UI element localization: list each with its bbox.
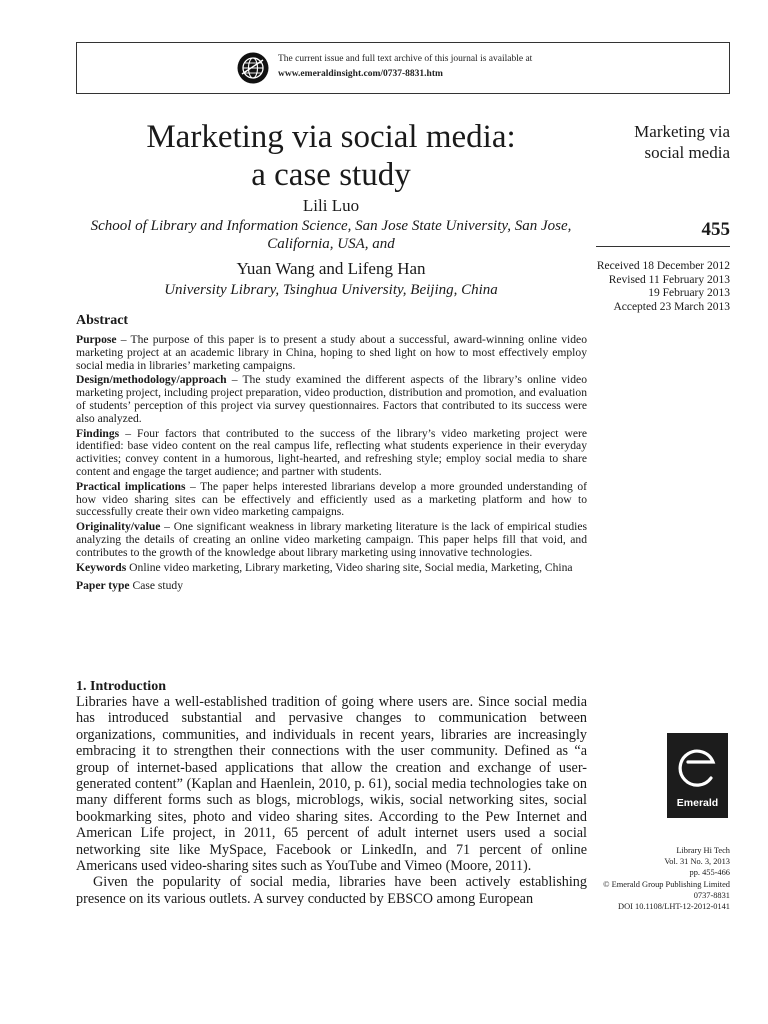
abstract-paper-type bbox=[76, 580, 587, 593]
abstract-body bbox=[76, 334, 587, 595]
journal-doi: DOI 10.1108/LHT-12-2012-0141 bbox=[618, 902, 730, 912]
section-label: Practical implications bbox=[76, 479, 186, 493]
date-revised-1: Revised 11 February 2013 bbox=[608, 273, 730, 286]
article-title bbox=[76, 118, 586, 194]
section-label: Originality/value bbox=[76, 520, 161, 534]
journal-name: Library Hi Tech bbox=[676, 846, 730, 855]
abstract-purpose bbox=[76, 334, 587, 372]
intro-paragraph-1: Libraries have a well-established tradition of going where users are. Since social media has introduced substantial and pervasive changes to communication between organizations, communities, and individuals in recent years, libraries are increasingly embracing it to strengthen their connections with the user community. Defined as “a group of internet-based applications that allow the creation and exchange of user-generated content” (Kaplan and Haenlein, 2010, p. 61), social media technologies take on many different forms such as blogs, microblogs, wikis, social networking sites, social bookmarking sites, photo and video sharing sites. According to the Pew Internet and American Life project, in 2011, 65 percent of adult internet users used a social networking site like MySpace, Facebook or LinkedIn, and 71 percent of online Americans used video-sharing sites such as YouTube and Vimeo (Moore, 2011). bbox=[76, 694, 587, 875]
abstract-findings bbox=[76, 428, 587, 479]
section-label: Paper type bbox=[76, 579, 130, 593]
author-1-name: Lili Luo bbox=[302, 196, 360, 215]
abstract-design bbox=[76, 374, 587, 425]
journal-copyright: © Emerald Group Publishing Limited bbox=[603, 879, 730, 889]
date-revised-2: 19 February 2013 bbox=[648, 287, 730, 299]
author-1-affiliation bbox=[76, 217, 586, 253]
emerald-e-icon bbox=[667, 739, 728, 795]
journal-pages: pp. 455-466 bbox=[689, 868, 730, 878]
section-text: Online video marketing, Library marketing, Video sharing site, Social media, Marketing, China bbox=[126, 560, 573, 574]
journal-url-link[interactable]: www.emeraldinsight.com/0737-8831.htm bbox=[278, 69, 443, 79]
section-text: Case study bbox=[129, 579, 184, 593]
section-text: – The study examined the different aspects of the library’s online video marketing project, including project preparation, video production, distribution and promotion, and evaluation of students’ perception of this project via survey questionnaires. Factors that contributed to its success were also analyzed. bbox=[76, 373, 587, 425]
submission-dates bbox=[580, 260, 730, 314]
affiliation-line-2: California, USA, and bbox=[267, 236, 395, 252]
running-head-line-1: Marketing via bbox=[634, 122, 730, 141]
availability-line: The current issue and full text archive of this journal is available at bbox=[278, 54, 533, 64]
introduction-body bbox=[76, 694, 587, 907]
page-number: 455 bbox=[701, 219, 730, 240]
date-received: Received 18 December 2012 bbox=[596, 260, 730, 272]
date-accepted: Accepted 23 March 2013 bbox=[613, 300, 730, 313]
author-2-affiliation: University Library, Tsinghua University, Beijing, China bbox=[164, 282, 498, 298]
title-line-1: Marketing via social media: bbox=[146, 119, 516, 155]
globe-icon bbox=[237, 52, 269, 84]
journal-availability-text bbox=[278, 52, 532, 82]
section-text: – The paper helps interested librarians develop a more grounded understanding of how video sharing sites can be effectively and efficiently used as a marketing platform and how to successfully create their own video marketing campaigns. bbox=[76, 479, 587, 519]
section-text: – One significant weakness in library marketing literature is the lack of empirical studies analyzing the details of creating an online video marketing campaign. This paper helps fill that void, and contributes to the growth of the knowledge about library marketing using innovative technologies. bbox=[76, 520, 587, 559]
divider bbox=[596, 246, 730, 247]
abstract-keywords bbox=[76, 562, 587, 575]
journal-issn: 0737-8831 bbox=[693, 890, 730, 900]
introduction-heading: 1. Introduction bbox=[76, 679, 166, 694]
emerald-wordmark: Emerald bbox=[676, 797, 719, 809]
section-text: – The purpose of this paper is to present a study about a successful, award-winning online video marketing project at an academic library in China, hoping to shed light on how to most effectively employ social media in libraries’ marketing campaigns. bbox=[76, 333, 587, 372]
abstract-originality bbox=[76, 521, 587, 559]
affiliation-line-1: School of Library and Information Science, San Jose State University, San Jose, bbox=[90, 218, 572, 234]
abstract-heading: Abstract bbox=[76, 313, 129, 328]
running-head bbox=[596, 121, 730, 163]
emerald-logo bbox=[667, 733, 728, 818]
running-head-line-2: social media bbox=[644, 143, 730, 162]
abstract-practical-implications bbox=[76, 481, 587, 519]
section-label: Findings bbox=[76, 426, 120, 440]
section-label: Purpose bbox=[76, 333, 117, 346]
journal-volume: Vol. 31 No. 3, 2013 bbox=[664, 857, 730, 867]
section-text: – Four factors that contributed to the success of the library’s video marketing project were identified: base video content on the real campus life, reflecting what students experience in their everyday activities; convey content in a humorous, light-hearted, and refreshing style; employ social media to share content and engage the target audience; and partner with students. bbox=[76, 426, 587, 478]
section-label: Design/methodology/approach bbox=[76, 373, 227, 387]
journal-citation-info bbox=[580, 845, 730, 912]
section-label: Keywords bbox=[76, 560, 127, 574]
author-2-name: Yuan Wang and Lifeng Han bbox=[236, 259, 426, 278]
title-line-2: a case study bbox=[251, 157, 411, 193]
intro-paragraph-2: Given the popularity of social media, libraries have been actively establishing presence on its various outlets. A survey conducted by EBSCO among European bbox=[76, 874, 587, 907]
